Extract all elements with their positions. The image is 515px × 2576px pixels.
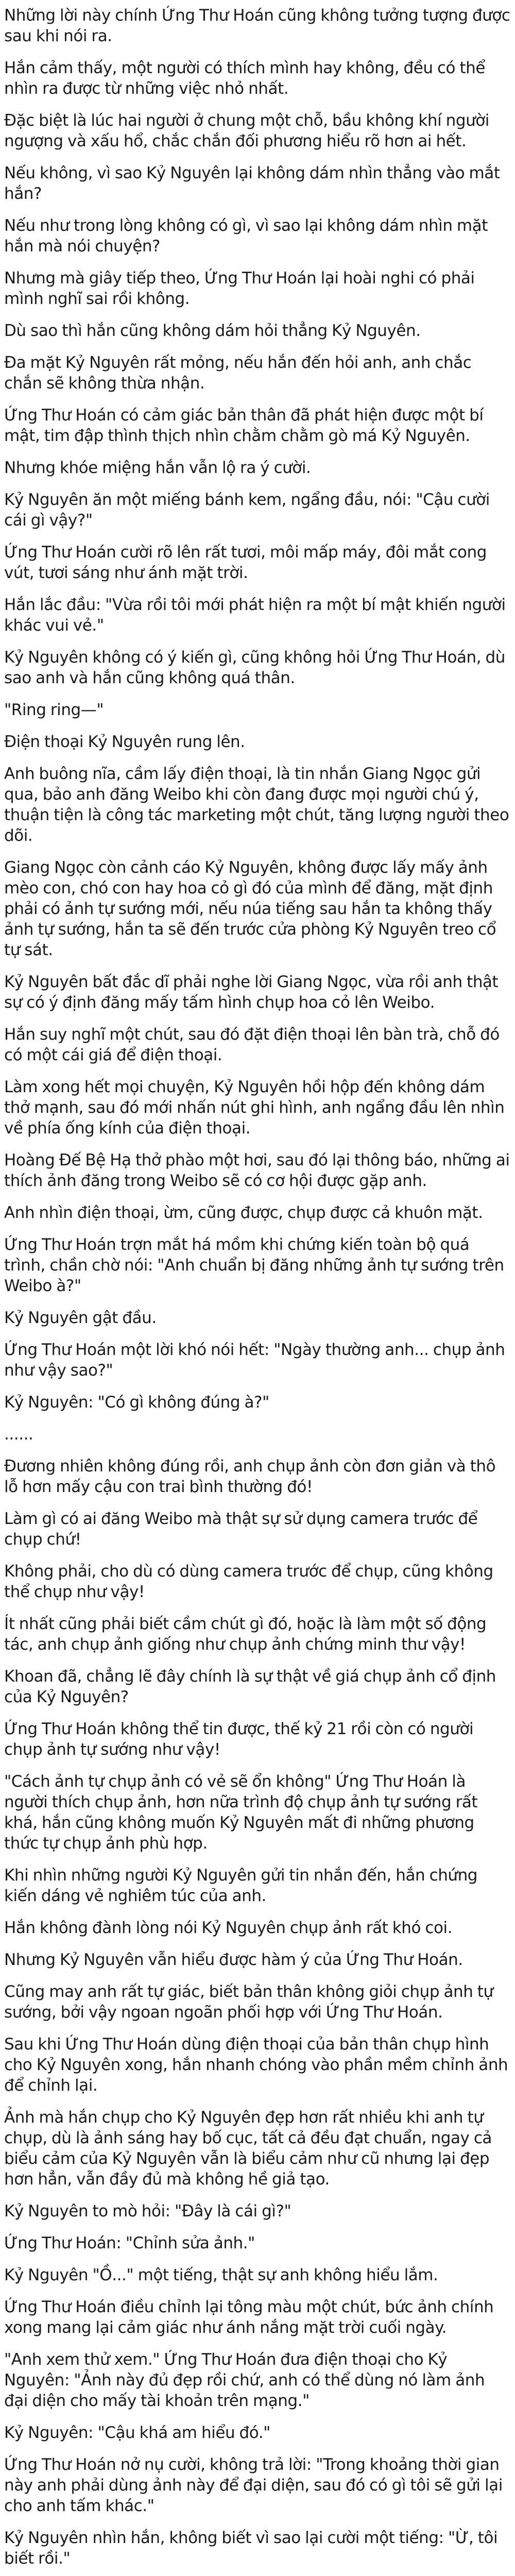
- paragraph: Anh buông nĩa, cầm lấy điện thoại, là tin nhắn Giang Ngọc gửi qua, bảo anh đăng Weibo khi còn đang được mọi người chú ý, thuận tiện là công tác marketing một chút, tăng lượng người theo dõi.: [4, 765, 513, 845]
- paragraph: Hắn lắc đầu: "Vừa rồi tôi mới phát hiện ra một bí mật khiến người khác vui vẻ.": [4, 596, 510, 635]
- paragraph: Cũng may anh rất tự giác, biết bản thân không giỏi chụp ảnh tự sướng, bởi vậy ngoan ngoãn phối hợp với Ứng Thư Hoán.: [4, 1982, 498, 2022]
- paragraph: Kỷ Nguyên to mò hỏi: "Đây là cái gì?": [4, 2202, 291, 2221]
- paragraph: Kỷ Nguyên "Ồ..." một tiếng, thật sự anh không hiểu lắm.: [4, 2266, 438, 2284]
- paragraph: Nếu không, vì sao Kỷ Nguyên lại không dám nhìn thẳng vào mắt hắn?: [4, 164, 504, 203]
- paragraph: Ứng Thư Hoán điều chỉnh lại tông màu một chút, bức ảnh chính xong mang lại cảm giác như ánh nắng mặt trời cuối ngày.: [4, 2298, 498, 2337]
- paragraph: Khoan đã, chẳng lẽ đây chính là sự thật về giá chụp ảnh cổ định của Kỷ Nguyên?: [4, 1667, 501, 1706]
- paragraph: Kỷ Nguyên ăn một miếng bánh kem, ngẩng đầu, nói: "Cậu cười cái gì vậy?": [4, 490, 494, 530]
- paragraph: Đương nhiên không đúng rồi, anh chụp ảnh còn đơn giản và thô lỗ hơn mấy cậu con trai bình thường đó!: [4, 1457, 500, 1496]
- paragraph: Ứng Thư Hoán: "Chỉnh sửa ảnh.": [4, 2234, 255, 2252]
- paragraph: Những lời này chính Ứng Thư Hoán cũng không tưởng tượng được sau khi nói ra.: [4, 6, 514, 45]
- paragraph: "Cách ảnh tự chụp ảnh có vẻ sẽ ổn không" Ứng Thư Hoán là người thích chụp ảnh, hơn nữa trình độ chụp ảnh tự sướng rất khá, hắn cũng không muốn Kỷ Nguyên mất đi những phương thức tự chụp ảnh phù hợp.: [4, 1772, 482, 1853]
- paragraph: Ứng Thư Hoán một lời khó nói hết: "Ngày thường anh... chụp ảnh như vậy sao?": [4, 1341, 509, 1380]
- paragraph: Điện thoại Kỷ Nguyên rung lên.: [4, 733, 245, 751]
- paragraph: Hắn cảm thấy, một người có thích mình hay không, đều có thể nhìn ra được từ những việc nhỏ nhất.: [4, 59, 490, 98]
- paragraph: Khi nhìn những người Kỷ Nguyên gửi tin nhắn đến, hắn chứng kiến dáng vẻ nghiêm túc của anh.: [4, 1866, 482, 1905]
- paragraph: Ứng Thư Hoán trợn mắt há mồm khi chứng kiến toàn bộ quá trình, chần chờ nói: "Anh chuẩn bị đăng những ảnh tự sướng trên Weibo à?": [4, 1235, 509, 1295]
- paragraph: ......: [4, 1425, 33, 1444]
- paragraph: Kỷ Nguyên: "Cậu khá am hiểu đó.": [4, 2424, 270, 2442]
- paragraph: Sau khi Ứng Thư Hoán dùng điện thoại của bản thân chụp hình cho Kỷ Nguyên xong, hắn nhanh chóng vào phần mềm chỉnh ảnh để chỉnh lại.: [4, 2035, 512, 2095]
- paragraph: Ứng Thư Hoán không thể tin được, thế kỷ 21 rồi còn có người chụp ảnh tự sướng như vậy!: [4, 1720, 478, 1759]
- paragraph: Nhưng Kỷ Nguyên vẫn hiểu được hàm ý của Ứng Thư Hoán.: [4, 1951, 463, 1969]
- paragraph: Nhưng khóe miệng hắn vẫn lộ ra ý cười.: [4, 459, 311, 477]
- paragraph: Hoàng Đế Bệ Hạ thở phào một hơi, sau đó lại thông báo, những ai thích ảnh đăng trong Weibo sẽ có cơ hội được gặp anh.: [4, 1151, 514, 1190]
- paragraph: Không phải, cho dù có dùng camera trước để chụp, cũng không thể chụp như vậy!: [4, 1562, 498, 1601]
- paragraph: Hắn suy nghĩ một chút, sau đó đặt điện thoại lên bàn trà, chỗ đó có một cái giá để điện thoại.: [4, 1025, 504, 1064]
- paragraph: Nếu như trong lòng không có gì, vì sao lại không dám nhìn mặt hắn mà nói chuyện?: [4, 216, 492, 256]
- paragraph: Anh nhìn điện thoại, ừm, cũng được, chụp được cả khuôn mặt.: [4, 1204, 483, 1222]
- paragraph: Ảnh mà hắn chụp cho Kỷ Nguyên đẹp hơn rất nhiều khi anh tự chụp, dù là ảnh sáng hay bố cục, tất cả đều đạt chuẩn, ngay cả biểu cảm của Kỷ Nguyên vẫn là biểu cảm như cũ nhưng lại đẹp hơn hẳn, vẫn đầy đủ mà không hề giả tạo.: [4, 2108, 496, 2189]
- paragraph: "Ring ring—": [4, 701, 104, 719]
- paragraph: Làm xong hết mọi chuyện, Kỷ Nguyên hồi hộp đến không dám thở mạnh, sau đó mới nhấn nút ghi hình, anh ngẩng đầu lên nhìn về phía ống kính của điện thoại.: [4, 1078, 509, 1138]
- paragraph: Kỷ Nguyên gật đầu.: [4, 1309, 157, 1327]
- paragraph: Kỷ Nguyên bất đắc dĩ phải nghe lời Giang Ngọc, vừa rồi anh thật sự có ý định đăng mấy tấm hình chụp hoa cỏ lên Weibo.: [4, 973, 503, 1012]
- paragraph: Kỷ Nguyên: "Có gì không đúng à?": [4, 1393, 269, 1412]
- paragraph: Ứng Thư Hoán nở nụ cười, không trả lời: "Trong khoảng thời gian này anh phải dùng ảnh này để đại diện, sau đó có gì tôi sẽ gửi lại cho anh tấm khác.": [4, 2455, 507, 2515]
- paragraph: "Anh xem thử xem." Ứng Thư Hoán đưa điện thoại cho Kỷ Nguyên: "Ảnh này đủ đẹp rồi chứ, anh có thể dùng nó làm ảnh đại diện cho mấy tài khoản trên mạng.": [4, 2350, 489, 2410]
- paragraph: Đa mặt Kỷ Nguyên rất mỏng, nếu hắn đến hỏi anh, anh chắc chắn sẽ không thừa nhận.: [4, 353, 476, 393]
- paragraph: Làm gì có ai đăng Weibo mà thật sự sử dụng camera trước để chụp chứ!: [4, 1510, 482, 1549]
- paragraph: Ứng Thư Hoán có cảm giác bản thân đã phát hiện được một bí mật, tim đập thình thịch nhìn chằm chằm gò má Kỷ Nguyên.: [4, 406, 488, 445]
- paragraph: Kỷ Nguyên không có ý kiến gì, cũng không hỏi Ứng Thư Hoán, dù sao anh và hắn cũng không quá thân.: [4, 648, 510, 687]
- paragraph: Dù sao thì hắn cũng không dám hỏi thẳng Kỷ Nguyên.: [4, 321, 421, 340]
- paragraph: Giang Ngọc còn cảnh cáo Kỷ Nguyên, không được lấy mấy ảnh mèo con, chó con hay hoa cỏ gì đó của mình để đăng, mặt định phải có ảnh tự sướng mới, nếu núa tiếng sau hắn ta không thấy ảnh tự sướng, hắn ta sẽ đến trước cửa phòng Kỷ Nguyên treo cổ tự sát.: [4, 858, 501, 959]
- paragraph: Nhưng mà giây tiếp theo, Ứng Thư Hoán lại hoài nghi có phải mình nghĩ sai rồi không.: [4, 269, 479, 308]
- paragraph: Đặc biệt là lúc hai người ở chung một chỗ, bầu không khí người ngượng và xấu hổ, chắc chắn đối phương hiểu rõ hơn ai hết.: [4, 111, 494, 150]
- paragraph: Kỷ Nguyên nhìn hắn, không biết vì sao lại cười một tiếng: "Ừ, tôi biết rồi.": [4, 2529, 502, 2568]
- paragraph: Hắn không đành lòng nói Kỷ Nguyên chụp ảnh rất khó coi.: [4, 1919, 453, 1937]
- paragraph: Ứng Thư Hoán cười rõ lên rất tươi, môi mấp máy, đôi mắt cong vút, tươi sáng như ánh mặt trời.: [4, 543, 491, 582]
- paragraph: Ít nhất cũng phải biết cầm chút gì đó, hoặc là làm một số động tác, anh chụp ảnh giống như chụp ảnh chứng minh thư vậy!: [4, 1615, 491, 1654]
